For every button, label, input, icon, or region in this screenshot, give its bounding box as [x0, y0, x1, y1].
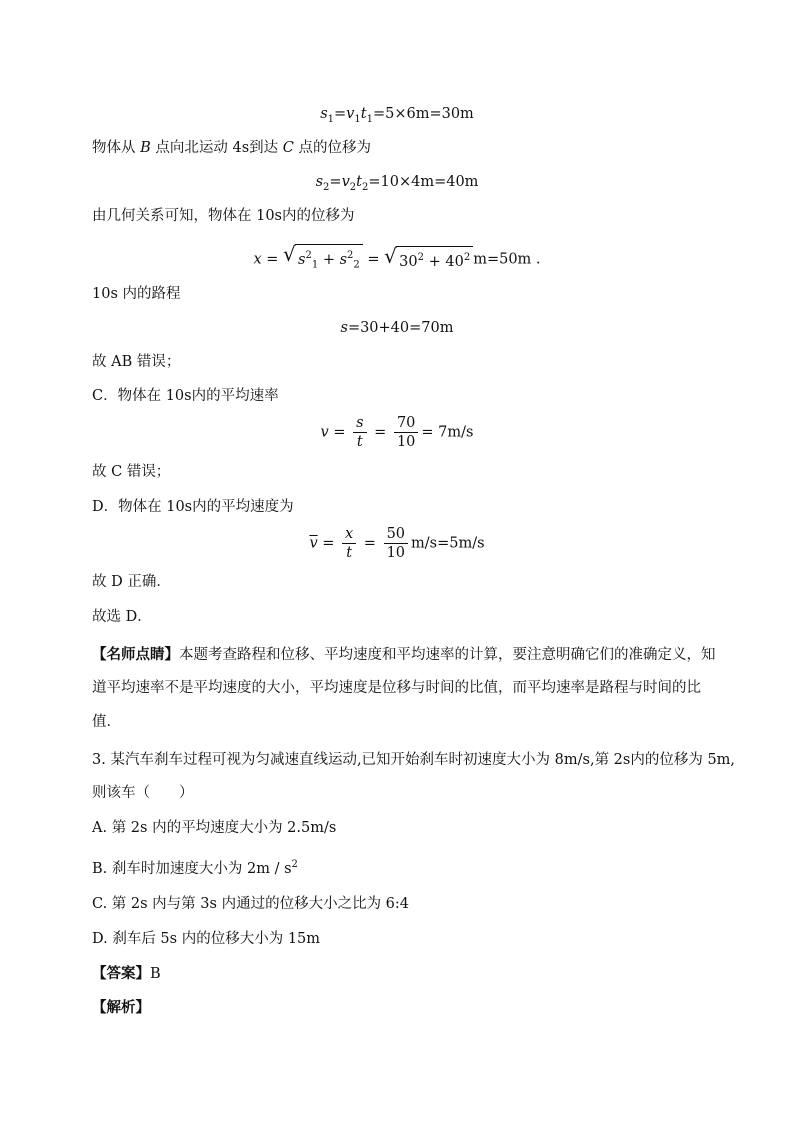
tip-line-1: 【名师点睛】本题考查路程和位移、平均速度和平均速率的计算，要注意明确它们的准确定义，知 [92, 646, 716, 663]
tip-line-3: 值． [92, 714, 121, 730]
option-b: B. 刹车时加速度大小为 $2m / s^2$ [92, 859, 298, 877]
fraction-x-over-t: $\frac{x}{t}$ [342, 525, 356, 562]
equation-path: s=30+40=70m [340, 320, 454, 336]
equation-s1: $s_1=v_1t_1=5\times 6m=30m$ [320, 106, 474, 125]
text-line-choose-d: 故选 D． [92, 609, 152, 625]
equation-average-velocity: $\overline{v}$ = $\frac{x}{t}$ = $\frac{50}{10}$ m/s=5m/s [309, 526, 485, 561]
text-line-ab-wrong: 故 AB 错误； [92, 354, 181, 370]
option-a: A. 第 2s 内的平均速度大小为 2.5m/s [92, 820, 337, 836]
answer-line [92, 964, 161, 984]
tip-line-2: 道平均速率不是平均速度的大小，平均速度是位移与时间的比值，而平均速率是路程与时间的比 [92, 680, 701, 696]
text-line-b-to-c: 物体从 B 点向北运动 4s到达 C 点的位移为 [92, 140, 371, 156]
text-line-option-c: C．物体在 10s内的平均速率 [92, 388, 279, 404]
text-line-c-wrong: 故 C 错误； [92, 464, 171, 480]
text-line-option-d: D．物体在 10s内的平均速度为 [92, 499, 294, 515]
option-c: C. 第 2s 内与第 3s 内通过的位移大小之比为 6:4 [92, 896, 410, 912]
question-3-line-2: 则该车（ ） [92, 785, 194, 801]
equation-s2: $s_2=v_2t_2=10\times 4m=40m$ [315, 174, 479, 193]
option-d: D. 刹车后 5s 内的位移大小为 15m [92, 931, 321, 947]
fraction-50-over-10: $\frac{50}{10}$ [384, 525, 408, 562]
text-line-path: 10s 内的路程 [92, 286, 181, 302]
sqrt-30-40: √ $30^2 + 40^2$ [384, 246, 473, 272]
answer-label: 【答案】 [92, 965, 150, 982]
text-line-geometry: 由几何关系可知，物体在 10s内的位移为 [92, 208, 355, 224]
answer-value: B [150, 966, 161, 982]
question-3-line-1: 3. 某汽车刹车过程可视为匀减速直线运动,已知开始刹车时初速度大小为 8m/s,第 2s内的位移为 5m, [92, 752, 736, 768]
fraction-70-over-10: $\frac{70}{10}$ [394, 414, 418, 451]
tip-label: 【名师点睛】 [92, 646, 179, 663]
text-line-d-correct: 故 D 正确． [92, 574, 171, 590]
sqrt-s1-s2: √ $s^2_1 + s^2_2$ [283, 244, 363, 275]
fraction-s-over-t: $\frac{s}{t}$ [353, 414, 366, 451]
equation-average-speed: v = $\frac{s}{t}$ = $\frac{70}{10}$ = 7m/s [320, 415, 474, 450]
analysis-label: 【解析】 [92, 999, 150, 1016]
equation-displacement: x = √ $s^2_1 + s^2_2$ = √ $30^2 + 40^2$ m=50m . [0, 244, 794, 275]
